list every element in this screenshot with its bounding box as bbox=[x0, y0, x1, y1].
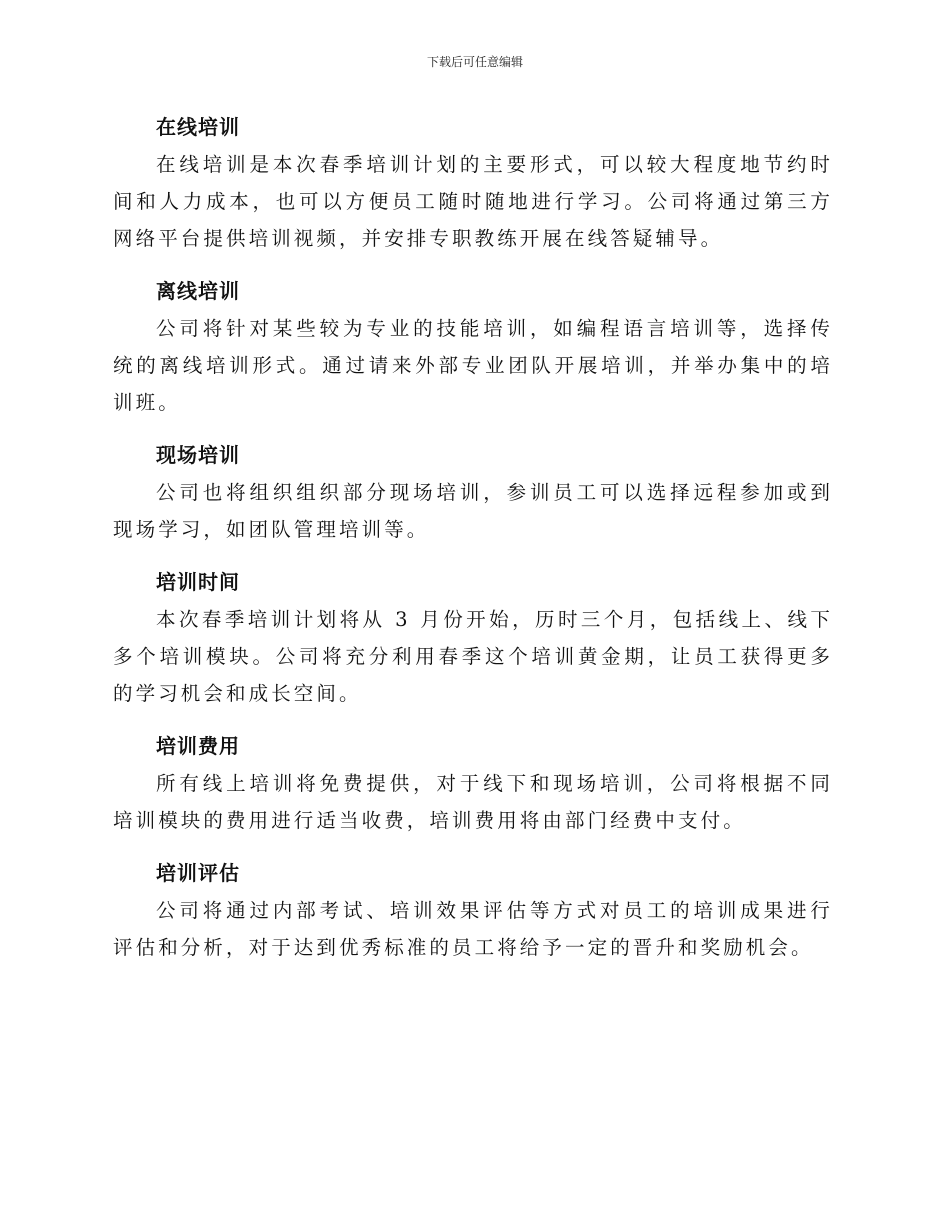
section-heading: 在线培训 bbox=[156, 115, 240, 139]
section-paragraph: 公司将针对某些较为专业的技能培训，如编程语言培训等，选择传统的离线培训形式。通过请来外部专业团队开展培训，并举办集中的培训班。 bbox=[113, 317, 833, 414]
section-training-cost bbox=[113, 727, 833, 839]
section-heading: 培训费用 bbox=[156, 734, 240, 758]
section-offline-training bbox=[113, 272, 833, 421]
section-training-evaluation bbox=[113, 854, 833, 966]
section-paragraph: 所有线上培训将免费提供，对于线下和现场培训，公司将根据不同培训模块的费用进行适当收费，培训费用将由部门经费中支付。 bbox=[113, 772, 833, 832]
section-paragraph: 本次春季培训计划将从 3 月份开始，历时三个月，包括线上、线下多个培训模块。公司将充分利用春季这个培训黄金期，让员工获得更多的学习机会和成长空间。 bbox=[113, 608, 833, 705]
section-paragraph: 公司也将组织组织部分现场培训，参训员工可以选择远程参加或到现场学习，如团队管理培训等。 bbox=[113, 481, 833, 541]
section-paragraph: 公司将通过内部考试、培训效果评估等方式对员工的培训成果进行评估和分析，对于达到优秀标准的员工将给予一定的晋升和奖励机会。 bbox=[113, 899, 833, 959]
section-heading: 现场培训 bbox=[156, 443, 240, 467]
document-body bbox=[113, 108, 833, 981]
section-paragraph: 在线培训是本次春季培训计划的主要形式，可以较大程度地节约时间和人力成本，也可以方便员工随时随地进行学习。公司将通过第三方网络平台提供培训视频，并安排专职教练开展在线答疑辅导。 bbox=[113, 153, 833, 250]
section-onsite-training bbox=[113, 436, 833, 548]
page-header: 下载后可任意编辑 bbox=[426, 55, 523, 69]
section-heading: 培训评估 bbox=[156, 861, 240, 885]
section-heading: 离线培训 bbox=[156, 279, 240, 303]
section-online-training bbox=[113, 108, 833, 257]
section-heading: 培训时间 bbox=[156, 570, 240, 594]
section-training-time bbox=[113, 563, 833, 712]
